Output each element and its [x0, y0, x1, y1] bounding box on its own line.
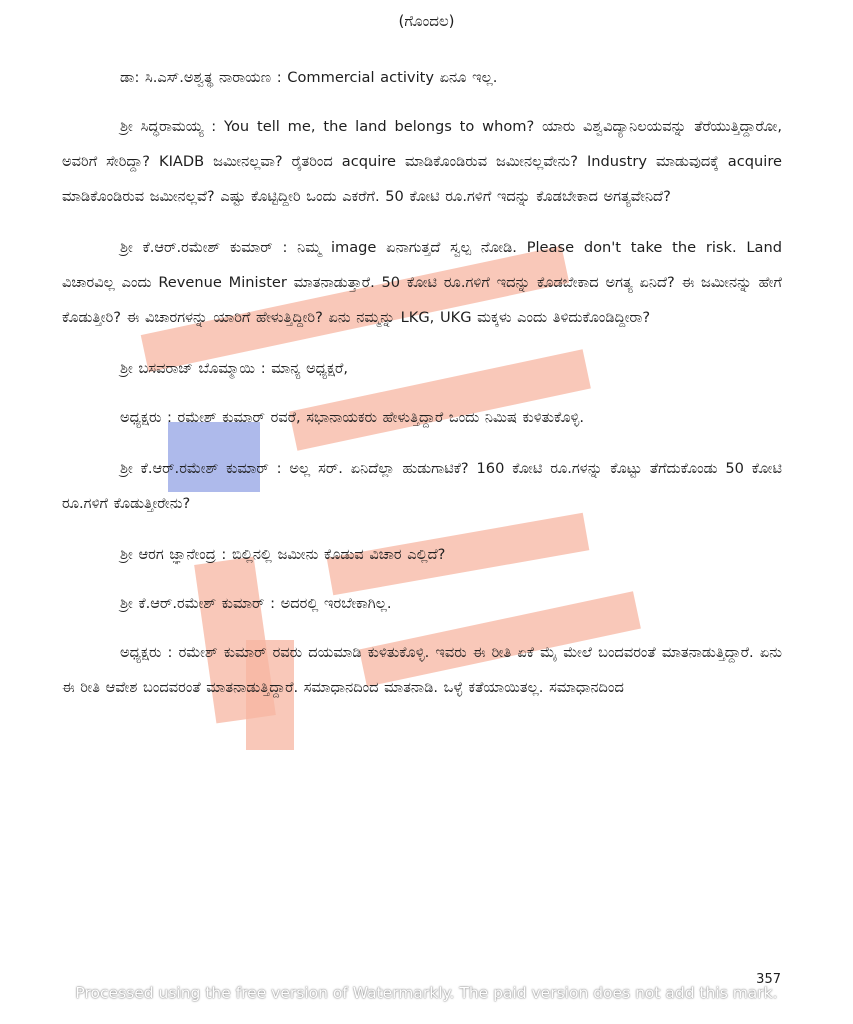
page-header: (ಗೊಂದಲ) [398, 12, 455, 30]
paragraph: ಡಾ: ಸಿ.ಎಸ್.ಅಶ್ವತ್ಥ ನಾರಾಯಣ : Commercial activity ಏನೂ ಇಲ್ಲ. [120, 69, 498, 86]
paragraph: ಶ್ರೀ ಕೆ.ಆರ್.ರಮೇಶ್ ಕುಮಾರ್ : ಅಲ್ಲ ಸರ್. ಏನಿದೆಲ್ಲಾ ಹುಡುಗಾಟಿಕೆ? 160 ಕೋಟಿ ರೂ.ಗಳನ್ನು ಕೊಟ್ಟು ತೆಗೆದುಕೊಂಡು 50 ಕೋಟಿ ರೂ.ಗಳಿಗೆ ಕೊಡುತ್ತೀರೇನು? [62, 460, 782, 512]
paragraph: ಅಧ್ಯಕ್ಷರು : ರಮೇಶ್ ಕುಮಾರ್ ರವರು ದಯಮಾಡಿ ಕುಳಿತುಕೊಳ್ಳಿ. ಇವರು ಈ ರೀತಿ ಏಕೆ ಮೈ ಮೇಲೆ ಬಂದವರಂತೆ ಮಾತನಾಡುತ್ತಿದ್ದಾರೆ. ಏನು ಈ ರೀತಿ ಆವೇಶ ಬಂದವರಂತೆ ಮಾತನಾಡುತ್ತಿದ್ದಾರೆ. ಸಮಾಧಾನದಿಂದ ಮಾತನಾಡಿ. ಒಳ್ಳೆ ಕತೆಯಾಯಿತಲ್ಲ. ಸಮಾಧಾನದಿಂದ [62, 644, 782, 696]
paragraph: ಶ್ರೀ ಬಸವರಾಜ್ ಬೊಮ್ಮಾಯಿ : ಮಾನ್ಯ ಅಧ್ಯಕ್ಷರೆ, [120, 360, 348, 377]
paragraph: ಶ್ರೀ ಕೆ.ಆರ್.ರಮೇಶ್ ಕುಮಾರ್ : ನಿಮ್ಮ image ಏನಾಗುತ್ತದೆ ಸ್ವಲ್ಪ ನೋಡಿ. Please don't take the risk. Land ವಿಚಾರವಿಲ್ಲ ಎಂದು Revenue Minister ಮಾತನಾಡುತ್ತಾರೆ. 50 ಕೋಟಿ ರೂ.ಗಳಿಗೆ ಇದನ್ನು ಕೊಡಬೇಕಾದ ಅಗತ್ಯ ಏನಿದೆ? ಈ ಜಮೀನನ್ನು ಹೇಗೆ ಕೊಡುತ್ತೀರಿ? ಈ ವಿಚಾರಗಳನ್ನು ಯಾರಿಗೆ ಹೇಳುತ್ತಿದ್ದೀರಿ? ಏನು ನಮ್ಮನ್ನು LKG, UKG ಮಕ್ಕಳು ಎಂದು ತಿಳಿದುಕೊಂಡಿದ್ದೀರಾ? [62, 239, 782, 326]
paragraph: ಶ್ರೀ ಕೆ.ಆರ್.ರಮೇಶ್ ಕುಮಾರ್ : ಅದರಲ್ಲಿ ಇರಬೇಕಾಗಿಲ್ಲ. [120, 595, 392, 612]
watermark-text: Processed using the free version of Watermarkly. The paid version does not add this mark. [75, 984, 778, 1002]
paragraph: ಶ್ರೀ ಸಿದ್ಧರಾಮಯ್ಯ : You tell me, the land belongs to whom? ಯಾರು ವಿಶ್ವವಿದ್ಯಾನಿಲಯವನ್ನು ತೆರೆಯುತ್ತಿದ್ದಾರೋ, ಅವರಿಗೆ ಸೇರಿದ್ದಾ? KIADB ಜಮೀನಲ್ಲವಾ? ರೈತರಿಂದ acquire ಮಾಡಿಕೊಂಡಿರುವ ಜಮೀನಲ್ಲವೇನು? Industry ಮಾಡುವುದಕ್ಕೆ acquire ಮಾಡಿಕೊಂಡಿರುವ ಜಮೀನಲ್ಲವೆ? ಎಷ್ಟು ಕೊಟ್ಟಿದ್ದೀರಿ ಒಂದು ಎಕರೆಗೆ. 50 ಕೋಟಿ ರೂ.ಗಳಿಗೆ ಇದನ್ನು ಕೊಡಬೇಕಾದ ಅಗತ್ಯವೇನಿದೆ? [62, 118, 782, 205]
page-number: 357 [756, 972, 781, 987]
paragraph: ಶ್ರೀ ಆರಗ ಜ್ಞಾನೇಂದ್ರ : ಬಿಲ್ಲಿನಲ್ಲಿ ಜಮೀನು ಕೊಡುವ ವಿಚಾರ ಎಲ್ಲಿದೆ? [120, 546, 446, 563]
document-body [62, 60, 782, 721]
paragraph: ಅಧ್ಯಕ್ಷರು : ರಮೇಶ್ ಕುಮಾರ್ ರವರೆ, ಸಭಾನಾಯಕರು ಹೇಳುತ್ತಿದ್ದಾರೆ ಒಂದು ನಿಮಿಷ ಕುಳಿತುಕೊಳ್ಳಿ. [120, 409, 585, 426]
